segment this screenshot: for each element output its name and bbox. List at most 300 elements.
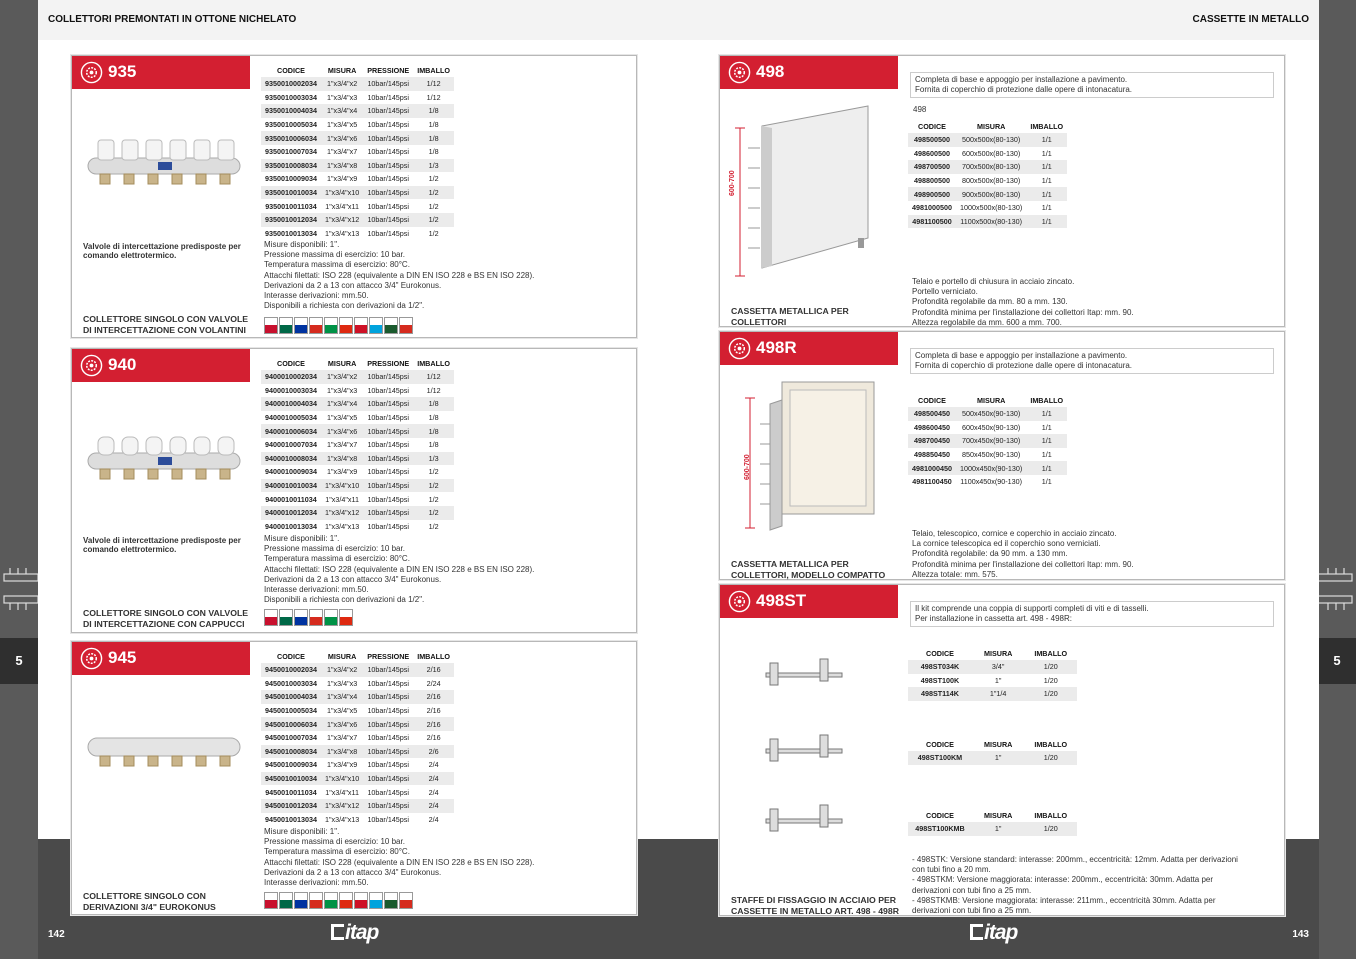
certification-flags — [264, 892, 413, 909]
table-row — [261, 384, 454, 398]
table-cell: 9400010002034 — [261, 370, 321, 384]
table-cell: 1/8 — [428, 120, 439, 130]
table-cell: 500x500x(80-130) — [956, 133, 1026, 147]
certification-flag-icon — [354, 317, 368, 334]
table-cell: 1"x3/4"x5 — [326, 706, 358, 716]
table-cell: 9450010005034 — [265, 706, 317, 716]
table-cell: 2/4 — [428, 814, 439, 824]
table-row — [908, 421, 1067, 435]
product-card-498ST — [719, 584, 1285, 916]
table-row — [908, 434, 1067, 448]
table-cell: 4981100500 — [908, 215, 956, 229]
table-cell: 1/2 — [413, 186, 454, 200]
table-cell: 1" — [972, 751, 1024, 765]
table-cell: 1/1 — [1026, 215, 1067, 229]
table-row — [261, 772, 454, 786]
table-row — [908, 187, 1067, 201]
table-cell: 1"x3/4"x2 — [321, 663, 363, 677]
table-cell: 10bar/145psi — [363, 186, 413, 200]
product-header — [720, 332, 898, 365]
product-header — [720, 56, 898, 89]
product-card-498 — [719, 55, 1285, 327]
table-cell: 10bar/145psi — [367, 678, 409, 688]
table-row — [908, 822, 1077, 836]
product-title: CASSETTA METALLICA PER COLLETTORI, MODELLO COMPATTO — [731, 559, 886, 580]
table-cell: 1/1 — [1026, 434, 1067, 448]
table-cell: 1/1 — [1041, 450, 1052, 460]
certification-flag-icon — [279, 609, 293, 626]
manifold-side-icon — [0, 560, 38, 620]
table-cell: 1"x3/4"x13 — [324, 521, 360, 531]
table-cell: 9450010003034 — [265, 678, 317, 688]
table-row — [261, 145, 454, 159]
table-cell: 1/2 — [428, 494, 439, 504]
table-cell: 1/1 — [1026, 187, 1067, 201]
table-cell: 1/1 — [1026, 160, 1067, 174]
product-note: Valvole di intercettazione predisposte per comando elettrotermico. — [83, 536, 241, 554]
table-cell: 9350010011034 — [265, 201, 317, 211]
product-card-945 — [71, 641, 637, 915]
table-cell: 1"x3/4"x11 — [325, 494, 359, 504]
table-row — [261, 199, 454, 213]
table-row — [908, 751, 1077, 765]
table-cell: 1/8 — [428, 440, 439, 450]
table-cell: 600x500x(80-130) — [961, 148, 1021, 158]
gear-icon — [80, 647, 103, 670]
table-cell: 1"x3/4"x10 — [321, 772, 363, 786]
product-subcode: 498 — [913, 105, 927, 114]
table-row — [261, 438, 454, 452]
table-cell: 2/4 — [413, 772, 454, 786]
table-row — [908, 461, 1067, 475]
product-note: Valvole di intercettazione predisposte per comando elettrotermico. — [83, 242, 241, 260]
table-cell: 1"x3/4"x2 — [321, 77, 363, 91]
table-cell: 1"x3/4"x4 — [321, 104, 363, 118]
product-code: 935 — [108, 62, 137, 81]
table-cell: 9400010003034 — [265, 385, 317, 395]
table-cell: 1000x500x(80-130) — [959, 203, 1023, 213]
table-cell: 10bar/145psi — [363, 213, 413, 227]
table-cell: 10bar/145psi — [363, 663, 413, 677]
spec-table: CODICE MISURA IMBALLO 498500500 500x500x(80-130) 1/1 498600500 600x500x(80-130) 1/1 498700500 700x500x(80-130) 1/1 498800500 800x500x(80-130) 1/1 498900500 900x500x(80-130) 1/1 4981000500 1000x500x(80-130) 1/1 4981100500 1100x500x(80-130) 1/1 — [908, 120, 1067, 228]
table-cell: 1"x3/4"x13 — [324, 814, 360, 824]
table-cell: 498500450 — [908, 407, 956, 421]
table-cell: 1/12 — [426, 385, 441, 395]
table-cell: 10bar/145psi — [367, 385, 409, 395]
certification-flag-icon — [324, 609, 338, 626]
table-row — [261, 506, 454, 520]
certification-flag-icon — [354, 892, 368, 909]
table-cell: 10bar/145psi — [367, 120, 409, 130]
table-cell: 9350010010034 — [261, 186, 321, 200]
certification-flag-icon — [384, 892, 398, 909]
table-row — [261, 118, 454, 132]
table-cell: 9350010004034 — [261, 104, 321, 118]
itap-logo: itap — [331, 921, 378, 945]
product-description: Misure disponibili: 1". Pressione massima di esercizio: 10 bar. Temperatura massima di esercizio: 80°C. Attacchi filettati: ISO 228 (equivalente a DIN EN ISO 228 e BS EN ISO 228). Derivazioni da 2 a 13 con attacco 3/4" Eurokonus. Interasse derivazioni: mm.50. Disponibili a richiesta con derivazioni da 1/2". — [264, 534, 535, 605]
table-cell: 498ST114K — [908, 687, 972, 701]
product-title: STAFFE DI FISSAGGIO IN ACCIAIO PER CASSETTE IN METALLO ART. 498 - 498R — [731, 895, 899, 916]
table-cell: 1"x3/4"x8 — [321, 452, 363, 466]
table-row — [908, 160, 1067, 174]
table-cell: 9400010008034 — [261, 452, 321, 466]
table-cell: 3/4" — [972, 660, 1024, 674]
table-cell: 10bar/145psi — [363, 690, 413, 704]
table-cell: 9400010010034 — [261, 479, 321, 493]
bracket-image — [760, 801, 850, 841]
certification-flag-icon — [294, 317, 308, 334]
table-cell: 1"x3/4"x9 — [326, 467, 358, 477]
table-cell: 9450010013034 — [265, 814, 317, 824]
table-cell: 9400010009034 — [265, 467, 317, 477]
right-page — [677, 0, 1319, 959]
certification-flag-icon — [339, 609, 353, 626]
table-cell: 1"x3/4"x12 — [321, 213, 363, 227]
table-cell: 1/20 — [1024, 660, 1077, 674]
table-cell: 2/16 — [413, 663, 454, 677]
table-cell: 9450010007034 — [265, 733, 317, 743]
page-number: 143 — [1292, 929, 1309, 940]
table-cell: 1"x3/4"x3 — [326, 385, 358, 395]
table-cell: 1"x3/4"x7 — [326, 147, 358, 157]
table-cell: 498500500 — [908, 133, 956, 147]
table-row — [261, 397, 454, 411]
table-cell: 600x450x(90-130) — [961, 422, 1021, 432]
table-cell: 10bar/145psi — [363, 745, 413, 759]
table-row — [261, 411, 454, 425]
table-cell: 850x450x(90-130) — [961, 450, 1021, 460]
table-cell: 2/16 — [426, 706, 441, 716]
table-cell: 1"x3/4"x6 — [321, 131, 363, 145]
table-cell: 9350010005034 — [265, 120, 317, 130]
table-cell: 700x450x(90-130) — [956, 434, 1026, 448]
table-cell: 1"x3/4"x10 — [321, 479, 363, 493]
table-cell: 1/2 — [413, 213, 454, 227]
table-row — [261, 452, 454, 466]
table-cell: 1"x3/4"x6 — [321, 717, 363, 731]
table-row — [261, 424, 454, 438]
product-title: COLLETTORE SINGOLO CON VALVOLE DI INTERCETTAZIONE CON VOLANTINI — [83, 314, 249, 335]
table-cell: 10bar/145psi — [367, 440, 409, 450]
table-row — [908, 174, 1067, 188]
table-cell: 1"x3/4"x7 — [326, 440, 358, 450]
table-cell: 1"x3/4"x9 — [326, 174, 358, 184]
table-cell: 10bar/145psi — [363, 452, 413, 466]
gear-icon — [728, 590, 751, 613]
table-cell: 1" — [994, 675, 1002, 685]
certification-flag-icon — [264, 892, 278, 909]
table-cell: 1/8 — [428, 413, 439, 423]
table-row — [261, 745, 454, 759]
table-row — [261, 172, 454, 186]
product-description: Misure disponibili: 1". Pressione massima di esercizio: 10 bar. Temperatura massima di esercizio: 80°C. Attacchi filettati: ISO 228 (equivalente a DIN EN ISO 228 e BS EN ISO 228). Derivazioni da 2 a 13 con attacco 3/4" Eurokonus. Interasse derivazioni: mm.50. — [264, 827, 535, 888]
product-title: COLLETTORE SINGOLO CON VALVOLE DI INTERCETTAZIONE CON CAPPUCCI — [83, 608, 249, 629]
table-cell: 498700450 — [908, 434, 956, 448]
table-cell: 1/1 — [1041, 477, 1052, 487]
bracket-image — [760, 655, 850, 695]
table-cell: 9400010007034 — [265, 440, 317, 450]
certification-flag-icon — [279, 892, 293, 909]
table-cell: 10bar/145psi — [363, 799, 413, 813]
table-cell: 1/1 — [1026, 461, 1067, 475]
certification-flag-icon — [324, 892, 338, 909]
table-cell: 498700500 — [908, 160, 956, 174]
table-row — [261, 131, 454, 145]
table-cell: 10bar/145psi — [367, 814, 409, 824]
table-cell: 9400010004034 — [261, 397, 321, 411]
table-cell: 1"x3/4"x3 — [326, 678, 358, 688]
table-cell: 2/16 — [426, 733, 441, 743]
table-cell: 9450010009034 — [265, 760, 317, 770]
table-row — [908, 147, 1067, 161]
manifold-side-icon — [1318, 560, 1356, 620]
product-header — [72, 56, 250, 89]
table-cell: 498600450 — [914, 422, 950, 432]
table-cell: 1/20 — [1024, 822, 1077, 836]
table-cell: 1/12 — [426, 92, 441, 102]
table-cell: 9350010009034 — [265, 174, 317, 184]
table-cell: 10bar/145psi — [363, 159, 413, 173]
table-row — [261, 520, 454, 534]
table-cell: 1/1 — [1041, 148, 1052, 158]
table-cell: 1/2 — [428, 201, 439, 211]
table-cell: 10bar/145psi — [367, 92, 409, 102]
spec-table: CODICE MISURA PRESSIONE IMBALLO 9450010002034 1"x3/4"x2 10bar/145psi 2/16 9450010003034 1"x3/4"x3 10bar/145psi 2/24 9450010004034 1"x3/4"x4 10bar/145psi 2/16 9450010005034 1"x3/4"x5 10bar/145psi 2/16 9450010006034 1"x3/4"x6 10bar/145psi 2/16 9450010007034 1"x3/4"x7 10bar/145psi 2/16 9450010008034 1"x3/4"x8 10bar/145psi 2/6 9450010009034 1"x3/4"x9 10bar/145psi 2/4 9450010010034 1"x3/4"x10 10bar/145psi 2/4 9450010011034 1"x3/4"x11 10bar/145psi 2/4 9450010012034 1"x3/4"x12 10bar/145psi 2/4 9450010013034 1"x3/4"x13 10bar/145psi 2/4 — [261, 650, 454, 826]
table-cell: 1100x450x(90-130) — [960, 477, 1023, 487]
table-row — [908, 475, 1067, 489]
table-cell: 10bar/145psi — [363, 772, 413, 786]
itap-logo: itap — [970, 921, 1017, 945]
table-cell: 1/1 — [1041, 422, 1052, 432]
table-cell: 1/20 — [1024, 687, 1077, 701]
table-cell: 9450010006034 — [261, 717, 321, 731]
product-card-498R — [719, 331, 1285, 580]
table-cell: 10bar/145psi — [367, 521, 409, 531]
table-cell: 9350010012034 — [261, 213, 321, 227]
table-row — [261, 492, 454, 506]
table-cell: 9350010008034 — [261, 159, 321, 173]
dimension-label: 600-700 — [729, 170, 736, 196]
table-cell: 498850450 — [914, 450, 950, 460]
table-cell: 1/8 — [413, 131, 454, 145]
table-cell: 9350010007034 — [265, 147, 317, 157]
product-code: 498ST — [756, 591, 807, 610]
table-cell: 1"x3/4"x5 — [326, 120, 358, 130]
section-tab-left: 5 — [0, 638, 38, 684]
certification-flag-icon — [264, 609, 278, 626]
certification-flag-icon — [294, 892, 308, 909]
table-cell: 9400010005034 — [265, 413, 317, 423]
certification-flag-icon — [279, 317, 293, 334]
table-cell: 10bar/145psi — [367, 467, 409, 477]
table-cell: 1"x3/4"x9 — [326, 760, 358, 770]
table-cell: 9350010002034 — [261, 77, 321, 91]
table-cell: 9450010010034 — [261, 772, 321, 786]
table-cell: 2/6 — [413, 745, 454, 759]
table-cell: 10bar/145psi — [363, 77, 413, 91]
certification-flag-icon — [399, 317, 413, 334]
spec-table-k: CODICE MISURA IMBALLO 498ST034K 3/4" 1/20 498ST100K 1" 1/20 498ST114K 1"1/4 1/20 — [908, 647, 1077, 701]
spec-table-km: CODICE MISURA IMBALLO 498ST100KM 1" 1/20 — [908, 738, 1077, 765]
manifold-valves-image — [86, 136, 242, 196]
dimension-label: 600-700 — [744, 454, 751, 480]
table-cell: 9450010002034 — [261, 663, 321, 677]
table-cell: 1/12 — [413, 77, 454, 91]
table-cell: 9400010013034 — [265, 521, 317, 531]
product-header — [72, 349, 250, 382]
certification-flag-icon — [309, 892, 323, 909]
table-cell: 2/4 — [413, 799, 454, 813]
table-row — [261, 159, 454, 173]
gear-icon — [80, 61, 103, 84]
table-cell: 1"x3/4"x4 — [321, 690, 363, 704]
table-cell: 1/2 — [413, 506, 454, 520]
table-cell: 2/24 — [426, 678, 441, 688]
product-intro: Completa di base e appoggio per installazione a pavimento. Fornita di coperchio di protezione dalle opere di intonacatura. — [910, 72, 1274, 98]
section-tab-right: 5 — [1318, 638, 1356, 684]
table-cell: 1" — [972, 822, 1024, 836]
table-cell: 9450010004034 — [261, 690, 321, 704]
table-cell: 700x500x(80-130) — [956, 160, 1026, 174]
certification-flag-icon — [324, 317, 338, 334]
table-cell: 1"x3/4"x12 — [321, 799, 363, 813]
bracket-image — [760, 731, 850, 771]
product-description: Misure disponibili: 1". Pressione massima di esercizio: 10 bar. Temperatura massima di esercizio: 80°C. Attacchi filettati: ISO 228 (equivalente a DIN EN ISO 228 e BS EN ISO 228). Derivazioni da 2 a 13 con attacco 3/4" Eurokonus. Interasse derivazioni: mm.50. Disponibili a richiesta con derivazioni da 1/2". — [264, 240, 535, 311]
product-description: Telaio e portello di chiusura in acciaio zincato. Portello verniciato. Profondità regolabile da mm. 80 a mm. 130. Profondità minima per l'installazione dei collettori Itap: mm. 90. Altezza regolabile da mm. 600 a mm. 700. — [912, 277, 1134, 327]
table-cell: 4981000500 — [912, 203, 952, 213]
table-cell: 1/2 — [428, 228, 439, 238]
table-cell: 10bar/145psi — [367, 733, 409, 743]
spec-table: CODICE MISURA PRESSIONE IMBALLO 9350010002034 1"x3/4"x2 10bar/145psi 1/12 9350010003034 1"x3/4"x3 10bar/145psi 1/12 9350010004034 1"x3/4"x4 10bar/145psi 1/8 9350010005034 1"x3/4"x5 10bar/145psi 1/8 9350010006034 1"x3/4"x6 10bar/145psi 1/8 9350010007034 1"x3/4"x7 10bar/145psi 1/8 9350010008034 1"x3/4"x8 10bar/145psi 1/3 9350010009034 1"x3/4"x9 10bar/145psi 1/2 9350010010034 1"x3/4"x10 10bar/145psi 1/2 9350010011034 1"x3/4"x11 10bar/145psi 1/2 9350010012034 1"x3/4"x12 10bar/145psi 1/2 9350010013034 1"x3/4"x13 10bar/145psi 1/2 — [261, 64, 454, 240]
table-row — [261, 91, 454, 105]
table-cell: 4981100450 — [912, 477, 952, 487]
table-cell: 1/1 — [1041, 176, 1052, 186]
table-cell: 10bar/145psi — [367, 494, 409, 504]
product-header — [72, 642, 250, 675]
product-card-940 — [71, 348, 637, 633]
table-cell: 1/3 — [413, 159, 454, 173]
table-row — [261, 479, 454, 493]
table-cell: 498ST034K — [908, 660, 972, 674]
table-cell: 10bar/145psi — [363, 424, 413, 438]
table-cell: 10bar/145psi — [363, 717, 413, 731]
table-row — [908, 674, 1077, 688]
table-row — [261, 370, 454, 384]
table-cell: 1"x3/4"x13 — [324, 228, 360, 238]
gear-icon — [80, 354, 103, 377]
table-cell: 9400010011034 — [265, 494, 317, 504]
table-row — [261, 731, 454, 745]
table-cell: 498ST100K — [920, 675, 960, 685]
table-row — [261, 663, 454, 677]
table-cell: 10bar/145psi — [363, 104, 413, 118]
product-code: 945 — [108, 648, 137, 667]
table-row — [908, 133, 1067, 147]
product-title: CASSETTA METALLICA PER COLLETTORI — [731, 306, 849, 327]
table-cell: 498600500 — [914, 148, 950, 158]
table-cell: 1"x3/4"x11 — [325, 201, 359, 211]
table-row — [261, 704, 454, 718]
table-cell: 1"x3/4"x11 — [325, 787, 359, 797]
table-row — [261, 77, 454, 91]
table-cell: 10bar/145psi — [363, 479, 413, 493]
table-cell: 9450010011034 — [265, 787, 317, 797]
product-description: Telaio, telescopico, cornice e coperchio in acciaio zincato. La cornice telescopica ed il coperchio sono verniciati. Profondità regolabile: da 90 mm. a 130 mm. Profondità minima per l'installazione dei collettori Itap: mm. 90. Altezza totale: mm. 575. — [912, 529, 1134, 579]
certification-flag-icon — [309, 317, 323, 334]
manifold-caps-image — [86, 433, 242, 489]
page-header: CASSETTE IN METALLO — [1192, 14, 1309, 25]
table-cell: 1"x3/4"x8 — [321, 745, 363, 759]
table-cell: 10bar/145psi — [367, 147, 409, 157]
spec-table: CODICE MISURA IMBALLO 498500450 500x450x(90-130) 1/1 498600450 600x450x(90-130) 1/1 498700450 700x450x(90-130) 1/1 498850450 850x450x(90-130) 1/1 4981000450 1000x450x(90-130) 1/1 4981100450 1100x450x(90-130) 1/1 — [908, 394, 1067, 489]
certification-flag-icon — [294, 609, 308, 626]
table-cell: 900x500x(80-130) — [956, 187, 1026, 201]
table-cell: 10bar/145psi — [367, 706, 409, 716]
table-cell: 1/1 — [1026, 407, 1067, 421]
certification-flag-icon — [369, 892, 383, 909]
table-cell: 2/16 — [413, 717, 454, 731]
table-cell: 1"x3/4"x7 — [326, 733, 358, 743]
table-cell: 4981000450 — [908, 461, 956, 475]
table-cell: 500x450x(90-130) — [956, 407, 1026, 421]
page-number: 142 — [48, 929, 65, 940]
product-description: - 498STK: Versione standard: interasse: 200mm., eccentricità: 12mm. Adatta per derivazioni con tubi fino a 20 mm. - 498STKM: Versione maggiorata: interasse: 200mm., eccentricità: 30mm. Adatta per derivazioni con tubi fino a 25 mm. - 498STKMB: Versione maggiorata: interasse: 211mm., eccentricità 30mm. Adatta per derivazioni con tubi fino a 25 mm. — [912, 855, 1238, 916]
table-cell: 9350010003034 — [265, 92, 317, 102]
table-cell: 1"x3/4"x4 — [321, 397, 363, 411]
table-row — [908, 215, 1067, 229]
spec-table-kmb: CODICE MISURA IMBALLO 498ST100KMB 1" 1/20 — [908, 809, 1077, 836]
table-row — [261, 186, 454, 200]
table-cell: 498ST100KM — [908, 751, 972, 765]
product-title: COLLETTORE SINGOLO CON DERIVAZIONI 3/4" EUROKONUS — [83, 891, 216, 912]
table-cell: 10bar/145psi — [363, 370, 413, 384]
table-cell: 10bar/145psi — [363, 131, 413, 145]
table-cell: 1"1/4 — [972, 687, 1024, 701]
table-cell: 800x500x(80-130) — [961, 176, 1021, 186]
table-row — [908, 687, 1077, 701]
certification-flags — [264, 317, 413, 334]
table-row — [261, 227, 454, 241]
table-cell: 10bar/145psi — [367, 201, 409, 211]
table-cell: 10bar/145psi — [367, 787, 409, 797]
table-cell: 9400010006034 — [261, 424, 321, 438]
product-intro: Il kit comprende una coppia di supporti completi di viti e di tasselli. Per installazione in cassetta art. 498 - 498R: — [910, 601, 1274, 627]
table-row — [261, 213, 454, 227]
manifold-eurokonus-image — [86, 732, 242, 776]
table-cell: 1/1 — [1041, 203, 1052, 213]
table-cell: 2/4 — [428, 787, 439, 797]
table-cell: 1"x3/4"x3 — [326, 92, 358, 102]
table-cell: 1/20 — [1024, 751, 1077, 765]
table-cell: 498ST100KMB — [908, 822, 972, 836]
table-cell: 9450010012034 — [261, 799, 321, 813]
table-row — [261, 690, 454, 704]
table-row — [908, 407, 1067, 421]
table-cell: 1/2 — [428, 174, 439, 184]
table-row — [261, 758, 454, 772]
spec-table: CODICE MISURA PRESSIONE IMBALLO 9400010002034 1"x3/4"x2 10bar/145psi 1/12 9400010003034 1"x3/4"x3 10bar/145psi 1/12 9400010004034 1"x3/4"x4 10bar/145psi 1/8 9400010005034 1"x3/4"x5 10bar/145psi 1/8 9400010006034 1"x3/4"x6 10bar/145psi 1/8 9400010007034 1"x3/4"x7 10bar/145psi 1/8 9400010008034 1"x3/4"x8 10bar/145psi 1/3 9400010009034 1"x3/4"x9 10bar/145psi 1/2 9400010010034 1"x3/4"x10 10bar/145psi 1/2 9400010011034 1"x3/4"x11 10bar/145psi 1/2 9400010012034 1"x3/4"x12 10bar/145psi 1/2 9400010013034 1"x3/4"x13 10bar/145psi 1/2 — [261, 357, 454, 533]
table-cell: 9350010013034 — [265, 228, 317, 238]
table-cell: 1/2 — [413, 479, 454, 493]
product-code: 940 — [108, 355, 137, 374]
certification-flag-icon — [369, 317, 383, 334]
table-cell: 1"x3/4"x12 — [321, 506, 363, 520]
table-cell: 10bar/145psi — [367, 413, 409, 423]
table-row — [261, 104, 454, 118]
table-cell: 1/12 — [413, 370, 454, 384]
certification-flag-icon — [384, 317, 398, 334]
table-row — [908, 448, 1067, 462]
